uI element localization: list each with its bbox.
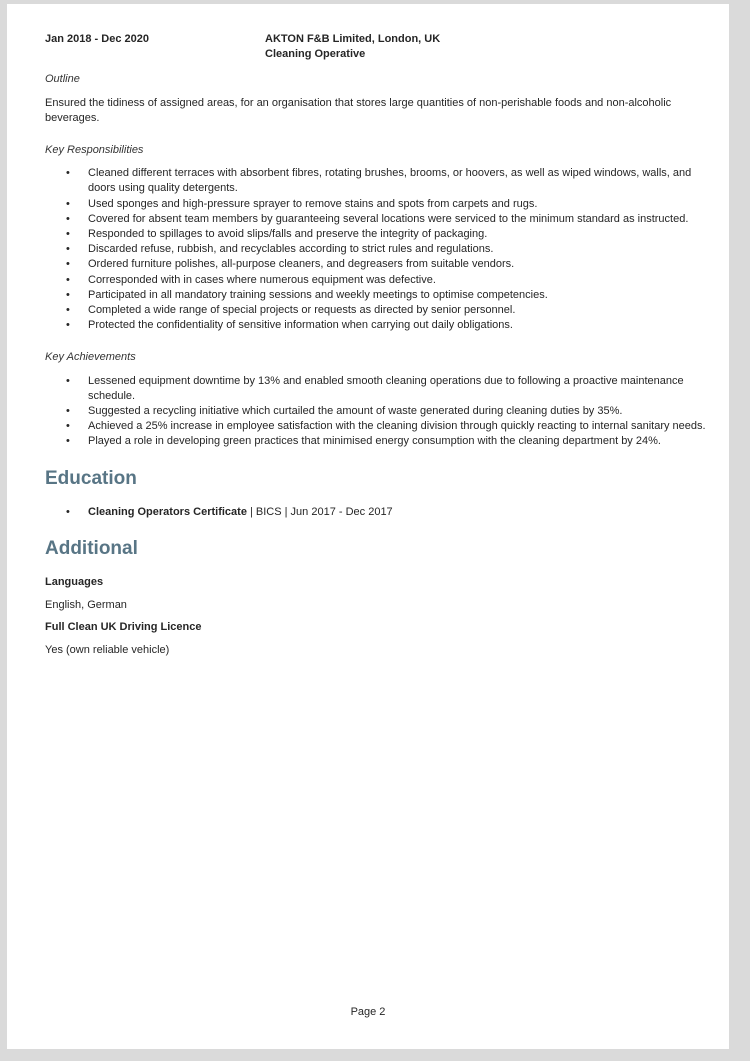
additional-entry-label: Languages xyxy=(45,575,104,588)
job-dates: Jan 2018 - Dec 2020 xyxy=(45,33,149,45)
responsibility-item: • Cleaned different terraces with absorbent fibres, rotating brushes, brooms, or hoovers, as well as wiped windows, walls, and doors using quality detergents. xyxy=(45,166,706,196)
additional-entry-value: English, German xyxy=(45,598,127,611)
responsibility-item: • Responded to spillages to avoid slips/falls and preserve the integrity of packaging. xyxy=(45,227,706,242)
additional-entry-label: Full Clean UK Driving Licence xyxy=(45,621,202,634)
job-header xyxy=(45,32,706,62)
additional-entries xyxy=(45,575,706,658)
job-title: Cleaning Operative xyxy=(265,48,366,61)
achievement-item: • Played a role in developing green practices that minimised energy consumption with the cleaning department by 24%. xyxy=(45,434,706,449)
responsibility-item: • Corresponded with in cases where numerous equipment was defective. xyxy=(45,273,706,288)
achievement-item: • Lessened equipment downtime by 13% and enabled smooth cleaning operations due to following a proactive maintenance schedule. xyxy=(45,374,706,404)
cv-page-content xyxy=(7,4,729,666)
education-heading: Education xyxy=(45,467,137,489)
achievements-label: Key Achievements xyxy=(45,351,136,364)
responsibility-item: • Protected the confidentiality of sensitive information when carrying out daily obligations. xyxy=(45,318,706,333)
responsibility-item: • Participated in all mandatory training sessions and weekly meetings to optimise competencies. xyxy=(45,288,706,303)
job-company: AKTON F&B Limited, London, UK xyxy=(265,33,441,45)
responsibilities-list xyxy=(45,166,706,333)
job-org-block xyxy=(265,32,440,62)
responsibility-item: • Ordered furniture polishes, all-purpose cleaners, and degreasers from suitable vendors. xyxy=(45,257,706,272)
responsibility-item: • Used sponges and high-pressure sprayer to remove stains and spots from carpets and rugs. xyxy=(45,197,706,212)
outline-label: Outline xyxy=(45,73,80,86)
additional-entry-value: Yes (own reliable vehicle) xyxy=(45,643,170,656)
education-list xyxy=(45,505,706,520)
responsibility-item: • Discarded refuse, rubbish, and recyclables according to strict rules and regulations. xyxy=(45,242,706,257)
achievements-list xyxy=(45,374,706,450)
education-item xyxy=(45,505,706,520)
cv-page xyxy=(7,4,729,1049)
education-item-title: Cleaning Operators Certificate xyxy=(88,505,247,518)
additional-entry xyxy=(45,620,706,658)
outline-text: Ensured the tidiness of assigned areas, for an organisation that stores large quantities of non-perishable foods and non-alcoholic beverages. xyxy=(45,96,672,124)
achievement-item: • Suggested a recycling initiative which curtailed the amount of waste generated during cleaning duties by 35%. xyxy=(45,404,706,419)
responsibility-item: • Covered for absent team members by guaranteeing several locations were serviced to the minimum standard as instructed. xyxy=(45,212,706,227)
responsibility-item: • Completed a wide range of special projects or requests as directed by senior personnel. xyxy=(45,303,706,318)
achievement-item: • Achieved a 25% increase in employee satisfaction with the cleaning division through quickly reacting to internal sanitary needs. xyxy=(45,419,706,434)
page-footer: Page 2 xyxy=(350,1006,386,1018)
education-item-details: | BICS | Jun 2017 - Dec 2017 xyxy=(246,505,393,518)
additional-entry xyxy=(45,575,706,613)
additional-heading: Additional xyxy=(45,537,138,559)
responsibilities-label: Key Responsibilities xyxy=(45,144,144,157)
